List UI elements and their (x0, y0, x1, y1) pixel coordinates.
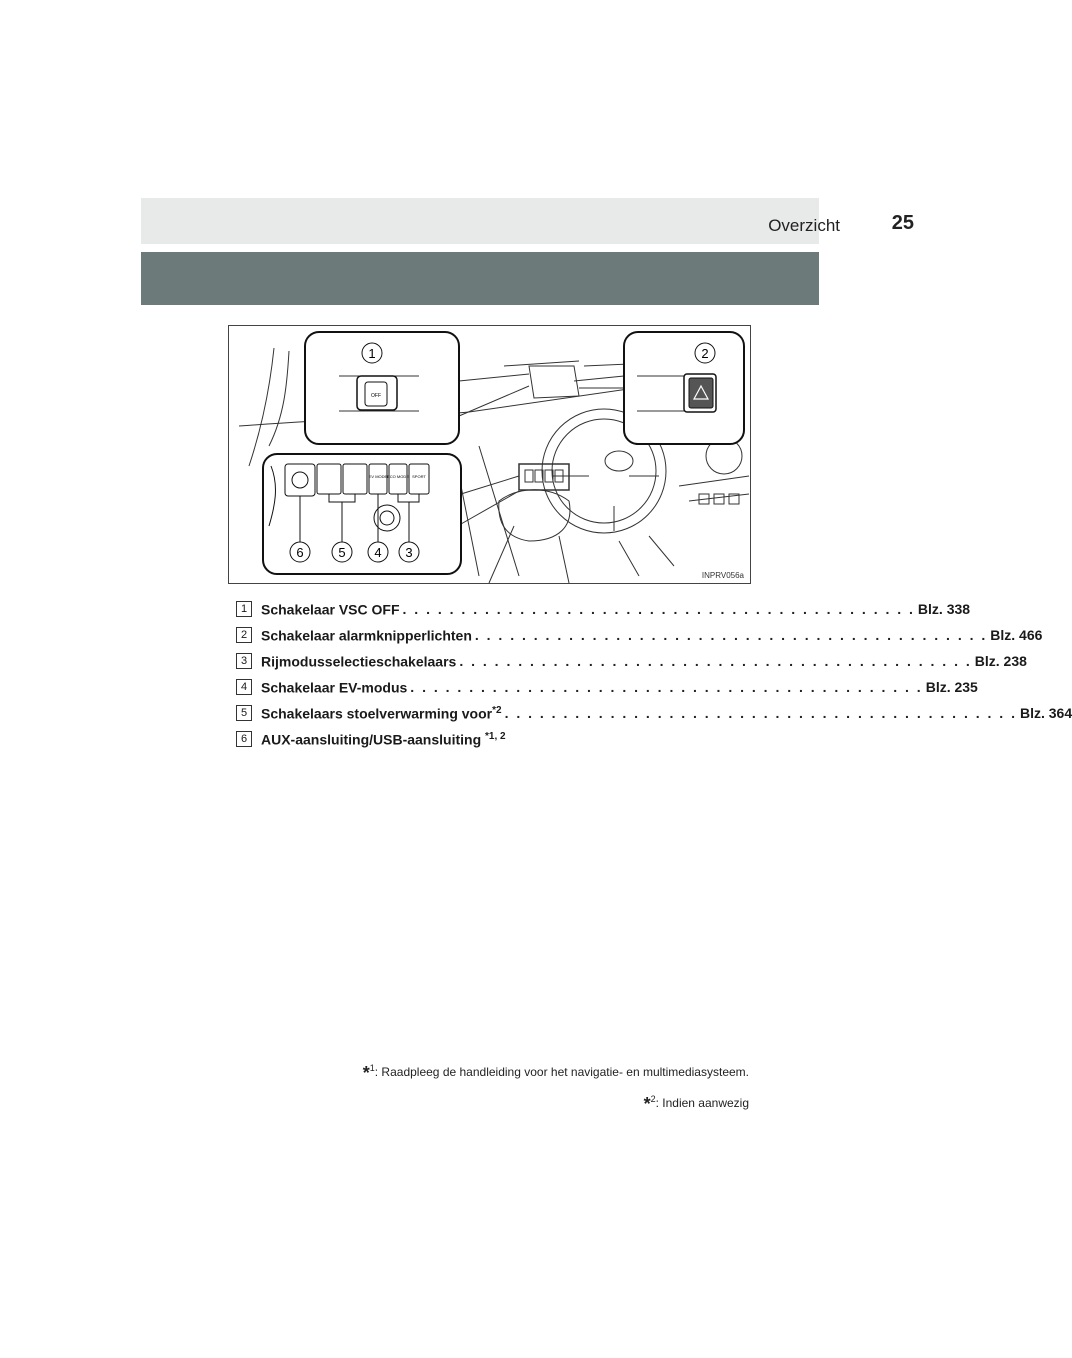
header-bar (141, 198, 819, 244)
legend-label: Schakelaar alarmknipperlichten (261, 627, 472, 644)
leader-dots: . . . . . . . . . . . . . . . . . . . . . . . . . . . . . . . . . . . . . . . . . . . . (459, 653, 972, 669)
legend-label: Schakelaar EV-modus (261, 679, 408, 696)
leader-dots: . . . . . . . . . . . . . . . . . . . . . . . . . . . . . . . . . . . . . . . . . . . . (402, 601, 915, 617)
chapter-band (141, 252, 819, 305)
legend-number: 6 (236, 731, 252, 747)
legend-label: Schakelaars stoelverwarming voor$^{*2}$ (261, 704, 502, 722)
legend-label: Rijmodusselectieschakelaars (261, 653, 457, 670)
figure-code: INPRV056a (701, 571, 744, 580)
sport-button-text: SPORT (412, 474, 426, 479)
legend-item (236, 596, 971, 622)
vsc-off-button-text: OFF (371, 393, 381, 399)
ev-mode-button-text: EV MODE (368, 474, 388, 479)
legend-label: AUX-aansluiting/USB-aansluiting $^{*1, 2}$ (261, 730, 506, 748)
page-reference[interactable]: Blz. 338 (917, 601, 971, 617)
legend-label: Schakelaar VSC OFF (261, 601, 400, 618)
callout-4-text: 4 (374, 545, 382, 560)
legend-item (236, 622, 1043, 648)
legend-item (236, 674, 978, 700)
legend-number: 1 (236, 601, 252, 617)
callout-6-text: 6 (296, 545, 304, 560)
section-title: Overzicht (768, 216, 840, 235)
page-reference[interactable]: Blz. 466 (990, 627, 1043, 643)
footnote: *$^2$: Indien aanwezig (643, 1094, 749, 1114)
dashboard-illustration (228, 325, 751, 584)
eco-mode-button-text: ECO MODE (387, 474, 409, 479)
legend-number: 5 (236, 705, 252, 721)
page-number: 25 (891, 212, 914, 234)
legend-number: 3 (236, 653, 252, 669)
page-reference[interactable]: Blz. 238 (974, 653, 1027, 669)
callout-3-text: 3 (405, 545, 413, 560)
callout-2-text: 2 (701, 346, 709, 361)
leader-dots: . . . . . . . . . . . . . . . . . . . . . . . . . . . . . . . . . . . . . . . . . . . . (410, 679, 923, 695)
legend-number: 4 (236, 679, 252, 695)
legend-number: 2 (236, 627, 252, 643)
page-reference[interactable]: Blz. 364 (1019, 705, 1072, 721)
legend-item (236, 726, 726, 752)
leader-dots: . . . . . . . . . . . . . . . . . . . . . . . . . . . . . . . . . . . . . . . . . . . . (504, 705, 1017, 721)
leader-dots: . . . . . . . . . . . . . . . . . . . . . . . . . . . . . . . . . . . . . . . . . . . . (474, 627, 988, 643)
callout-5-text: 5 (338, 545, 346, 560)
footnote: *$^1$: Raadpleeg de handleiding voor het navigatie- en multimediasysteem. (362, 1063, 749, 1083)
dashboard-drawing (229, 326, 750, 583)
callout-1-text: 1 (368, 346, 376, 361)
legend-list (236, 596, 1072, 752)
footnotes (363, 1055, 749, 1117)
legend-item (236, 648, 1027, 674)
legend-item (236, 700, 1072, 726)
page-reference[interactable]: Blz. 235 (925, 679, 978, 695)
